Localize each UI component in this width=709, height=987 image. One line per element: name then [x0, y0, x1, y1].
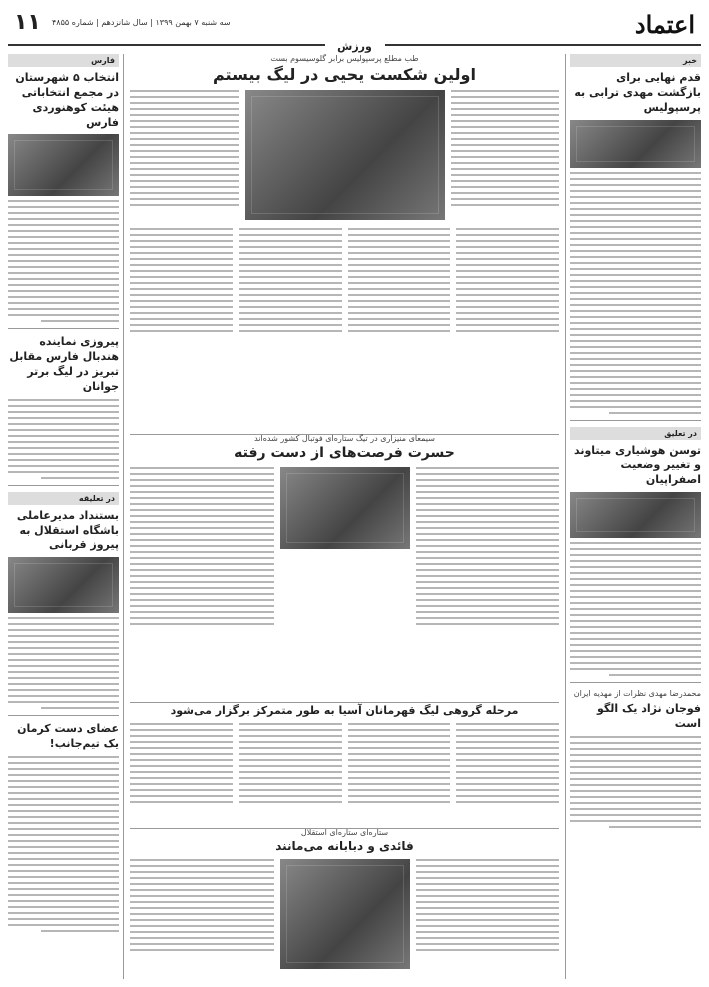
main-story2-text-left	[130, 463, 274, 629]
main-story2-headline: حسرت فرصت‌های از دست رفته	[234, 445, 455, 461]
main-story1-headline: اولین شکست یحیی در لیگ بیستم	[213, 65, 476, 84]
main-story3-body	[130, 719, 559, 807]
right-story1-title: قدم نهایی برای بازگشت مهدی ترابی به پرسپولیس	[574, 71, 701, 114]
issue-info: سه شنبه ۷ بهمن ۱۳۹۹ | سال شانزدهم | شماره ۴۸۵۵	[52, 18, 231, 27]
right-story1-photo	[570, 120, 701, 168]
main-story4-photo	[280, 859, 410, 969]
main-story4-kicker: ستاره‌ای ستاره‌ای استقلال	[300, 828, 389, 837]
main-story4-headline: فائدی و دبابانه می‌مانند	[275, 839, 414, 853]
left-story2-text	[8, 399, 119, 479]
left-story3-title: بستنداد مدیرعاملی باشگاه استقلال به پیروز قربانی	[16, 508, 119, 552]
main-story2	[130, 434, 559, 694]
right-story3-kicker: محمدرضا مهدی نظرات از مهدیه ایران	[573, 689, 701, 699]
left-story1-text	[8, 200, 119, 322]
main-column	[130, 54, 559, 979]
main-story1	[130, 54, 559, 426]
main-story2-photo	[280, 467, 410, 549]
main-story1-text-left	[130, 86, 239, 224]
main-story4	[130, 828, 559, 979]
section-title: ورزش	[325, 40, 385, 53]
right-story2-photo	[570, 492, 701, 538]
main-story4-text-left	[130, 855, 274, 973]
page-number: ۱۱	[14, 10, 41, 35]
main-story1-kicker: طب مطلع پرسپولیس برابر گلوسیسوم بست	[270, 54, 419, 63]
main-story2-text-right	[416, 463, 560, 629]
main-story4-text-right	[416, 855, 560, 973]
main-story1-body	[130, 224, 559, 336]
right-column	[565, 54, 701, 979]
page-header	[8, 8, 701, 53]
main-story1-text-right	[451, 86, 560, 224]
right-story2-label: در تعلیق	[570, 427, 701, 440]
left-story3-label: در تعلیقه	[8, 492, 119, 505]
left-story2-title: پیروزی نماینده هندبال فارس مقابل تبریز در لیگ برتر جوانان	[9, 335, 119, 393]
right-story2-title: توسن هوشیاری میتاوند و تغییر وضعیت اصفراپیان	[573, 443, 701, 487]
right-story1-text	[570, 172, 701, 414]
newspaper-page	[8, 8, 701, 979]
newspaper-logo: اعتماد	[634, 10, 695, 39]
left-story4-text	[8, 756, 119, 932]
left-story3-photo	[8, 557, 119, 613]
left-column	[8, 54, 124, 979]
left-story1-photo	[8, 134, 119, 196]
main-story1-photo	[245, 90, 445, 220]
right-story2-text	[570, 542, 701, 676]
left-label: فارس	[8, 54, 119, 67]
left-story3-text	[8, 617, 119, 709]
right-story3-title: فوجان نژاد یک الگو است	[596, 702, 701, 730]
right-story3-text	[570, 736, 701, 828]
right-label: خبر	[570, 54, 701, 67]
main-story3-headline: مرحله گروهی لیگ قهرمانان آسیا به طور متمرکز برگزار می‌شود	[170, 704, 519, 717]
left-story1-title: انتخاب ۵ شهرستان در مجمع انتخاباتی هیئت کوهنوردی فارس	[15, 71, 119, 129]
left-story4-title: عضای دست کرمان یک تیم‌جانب!	[17, 722, 119, 751]
main-story2-kicker: سیمعای منیزاری در تیگ ستاره‌ای فوتبال کشور شده‌اند	[254, 434, 435, 443]
main-story3	[130, 702, 559, 820]
